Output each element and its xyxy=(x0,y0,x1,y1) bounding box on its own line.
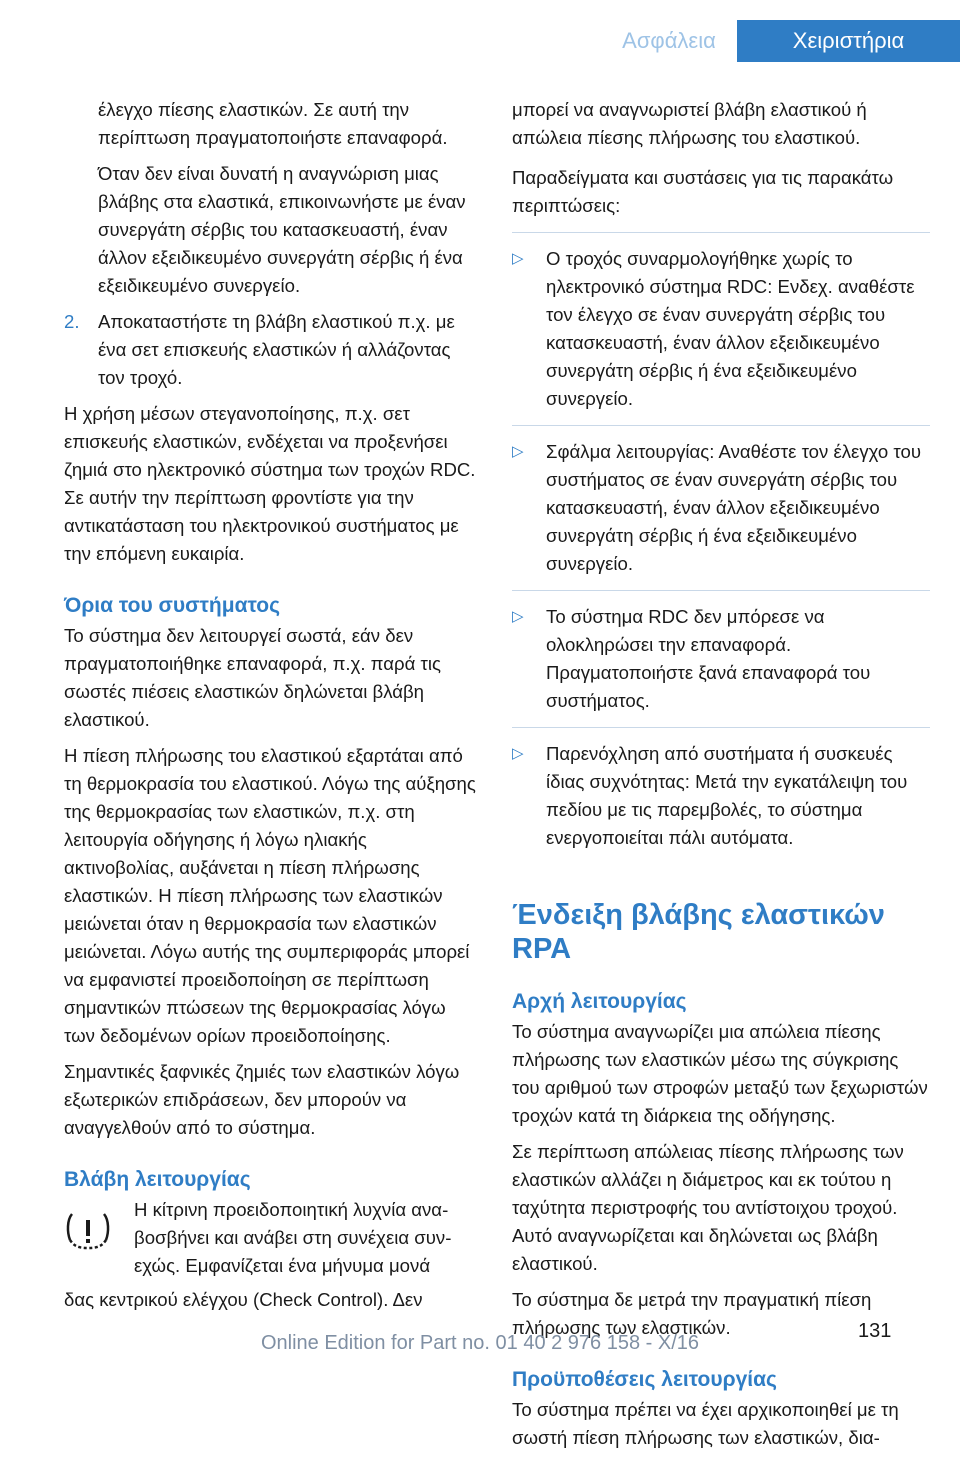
paragraph: έλεγχο πίεσης ελαστικών. Σε αυτή την περίπτωση πραγματοποιήστε επαναφορά. xyxy=(98,99,448,148)
divider xyxy=(512,727,930,728)
divider xyxy=(512,232,930,233)
step-text: Αποκαταστήστε τη βλάβη ελαστικού π.χ. με ένα σετ επισκευής ελαστικών ή αλλάζοντας τον τροχό. xyxy=(98,311,455,388)
bullet-triangle-icon: ▷ xyxy=(512,608,524,625)
bullet-triangle-icon: ▷ xyxy=(512,250,524,267)
paragraph: δας κεντρικού ελέγχου (Check Control). Δεν xyxy=(64,1289,423,1310)
step-number: 2. xyxy=(64,311,80,332)
section-heading: Όρια του συστήματος xyxy=(64,594,281,617)
chapter-heading: Ένδειξη βλάβης ελαστικών RPA xyxy=(512,899,885,965)
list-item xyxy=(512,603,930,715)
paragraph: Το σύστημα δεν λειτουργεί σωστά, εάν δεν πραγματοποιήθηκε επαναφορά, π.χ. παρά τις σωστές πιέσεις ελαστικών δηλώνεται βλάβη ελαστικού. xyxy=(64,625,441,730)
paragraph: Όταν δεν είναι δυνατή η αναγνώριση μιας βλάβης στα ελαστικά, επικοινωνήστε με έναν συνεργάτη σέρβις του κατασκευαστή, έναν άλλον εξειδικευμένο συνεργάτη σέρβις ή ένα εξειδικευμένο συνεργείο. xyxy=(98,163,466,296)
paragraph: Παραδείγματα και συστάσεις για τις παρακάτω περιπτώσεις: xyxy=(512,167,894,216)
bullet-triangle-icon: ▷ xyxy=(512,443,524,460)
paragraph: μπορεί να αναγνωριστεί βλάβη ελαστικού ή απώλεια πίεσης πλήρωσης του ελαστικού. xyxy=(512,99,867,148)
page-number: 131 xyxy=(858,1320,892,1342)
section-heading: Βλάβη λειτουργίας xyxy=(64,1168,251,1191)
divider xyxy=(512,425,930,426)
list-item-text: Ο τροχός συναρμολογήθηκε χωρίς το ηλεκτρονικό σύστημα RDC: Ενδεχ. αναθέστε τον έλεγχο σε έναν συνεργάτη σέρβις του κατασκευαστή, έναν άλλον εξειδικευμένο συνεργάτη σέρβις ή ένα εξειδικευμένο συνεργείο. xyxy=(546,248,915,409)
list-item xyxy=(512,245,930,413)
list-item-text: Παρενόχληση από συστήματα ή συσκευές ίδιας συχνότητας: Μετά την εγκατάλειψη του πεδίου με τις παρεμβολές, το σύστημα ενεργοποιείται πάλι αυτόματα. xyxy=(546,743,908,848)
paragraph: Το σύστημα πρέπει να έχει αρχικοποιηθεί με τη σωστή πίεση πλήρωσης των ελαστικών, δια- xyxy=(512,1399,899,1448)
section-heading: Προϋποθέσεις λειτουργίας xyxy=(512,1368,777,1391)
section-heading: Αρχή λειτουργίας xyxy=(512,990,687,1013)
paragraph: Σε περίπτωση απώλειας πίεσης πλήρωσης των ελαστικών αλλάζει η διάμετρος και εκ τούτου η ταχύτητα περιστροφής του αντίστοιχου τροχού. Αυτό αναγνωρίζεται και δηλώνεται ως βλάβη ελαστικού. xyxy=(512,1141,904,1274)
list-item xyxy=(512,740,930,852)
paragraph: Σημαντικές ξαφνικές ζημιές των ελαστικών λόγω εξωτερικών επιδράσεων, δεν μπορούν να αναγγελθούν από το σύστημα. xyxy=(64,1061,460,1138)
bullet-triangle-icon: ▷ xyxy=(512,745,524,762)
tire-pressure-warning-icon xyxy=(64,1208,112,1256)
paragraph: Το σύστημα δε μετρά την πραγματική πίεση πλήρωσης των ελαστικών. xyxy=(512,1289,872,1338)
left-column xyxy=(64,96,478,1322)
paragraph: Η πίεση πλήρωσης του ελαστικού εξαρτάται από τη θερμοκρασία του ελαστικού. Λόγω της αύξησης της θερμοκρασίας των ελαστικών, π.χ. στη λειτουργία οδήγησης ή λόγω ηλιακής ακτινοβολίας, αυξάνεται η πίεση πλήρωσης ελαστικών. Η πίεση πλήρωσης των ελαστικών μειώνεται όταν η θερμοκρασία των ελαστικών μειώνεται. Λόγω αυτής της συμπεριφοράς μπορεί να εμφανιστεί προειδοποίηση σε περίπτωση σημαντικών πτώσεων της θερμοκρασίας λόγω των δεδομένων ορίων προειδοποίησης. xyxy=(64,745,476,1046)
list-item-text: Σφάλμα λειτουργίας: Αναθέστε τον έλεγχο του συστήματος σε έναν συνεργάτη σέρβις του κατασκευαστή, έναν άλλον εξειδικευμένο συνεργάτη σέρβις ή ένα εξειδικευμένο συνεργείο. xyxy=(546,441,921,574)
edition-note: Online Edition for Part no. 01 40 2 976 158 - X/16 xyxy=(260,1332,700,1354)
right-column xyxy=(512,96,930,1460)
divider xyxy=(512,590,930,591)
paragraph: Η κίτρινη προειδοποιητική λυχνία αναβοσβήνει και ανάβει στη συνέχεια συνεχώς. Εμφανίζεται ένα μήνυμα μονά xyxy=(134,1199,452,1276)
chapter-tab[interactable]: Χειριστήρια xyxy=(737,20,960,62)
step-item xyxy=(64,308,478,392)
list-item xyxy=(512,438,930,578)
page-footer xyxy=(0,1320,960,1362)
paragraph: Το σύστημα αναγνωρίζει μια απώλεια πίεσης πλήρωσης των ελαστικών μέσω της σύγκρισης του αριθμού των στροφών μεταξύ των ξεχωριστών τροχών κατά τη διάρκεια της οδήγησης. xyxy=(512,1021,928,1126)
paragraph: Η χρήση μέσων στεγανοποίησης, π.χ. σετ επισκευής ελαστικών, ενδέχεται να προξενήσει ζημιά στο ηλεκτρονικό σύστημα των τροχών RDC. Σε αυτήν την περίπτωση φροντίστε για την αντικατάσταση του ηλεκτρονικού συστήματος με την επόμενη ευκαιρία. xyxy=(64,403,476,564)
warning-block xyxy=(64,1196,478,1286)
list-item-text: Το σύστημα RDC δεν μπόρεσε να ολοκληρώσει την επαναφορά. Πραγματοποιήστε ξανά επαναφορά του συστήματος. xyxy=(546,606,871,711)
page-header xyxy=(0,0,960,62)
section-tab[interactable]: Ασφάλεια xyxy=(622,28,716,53)
